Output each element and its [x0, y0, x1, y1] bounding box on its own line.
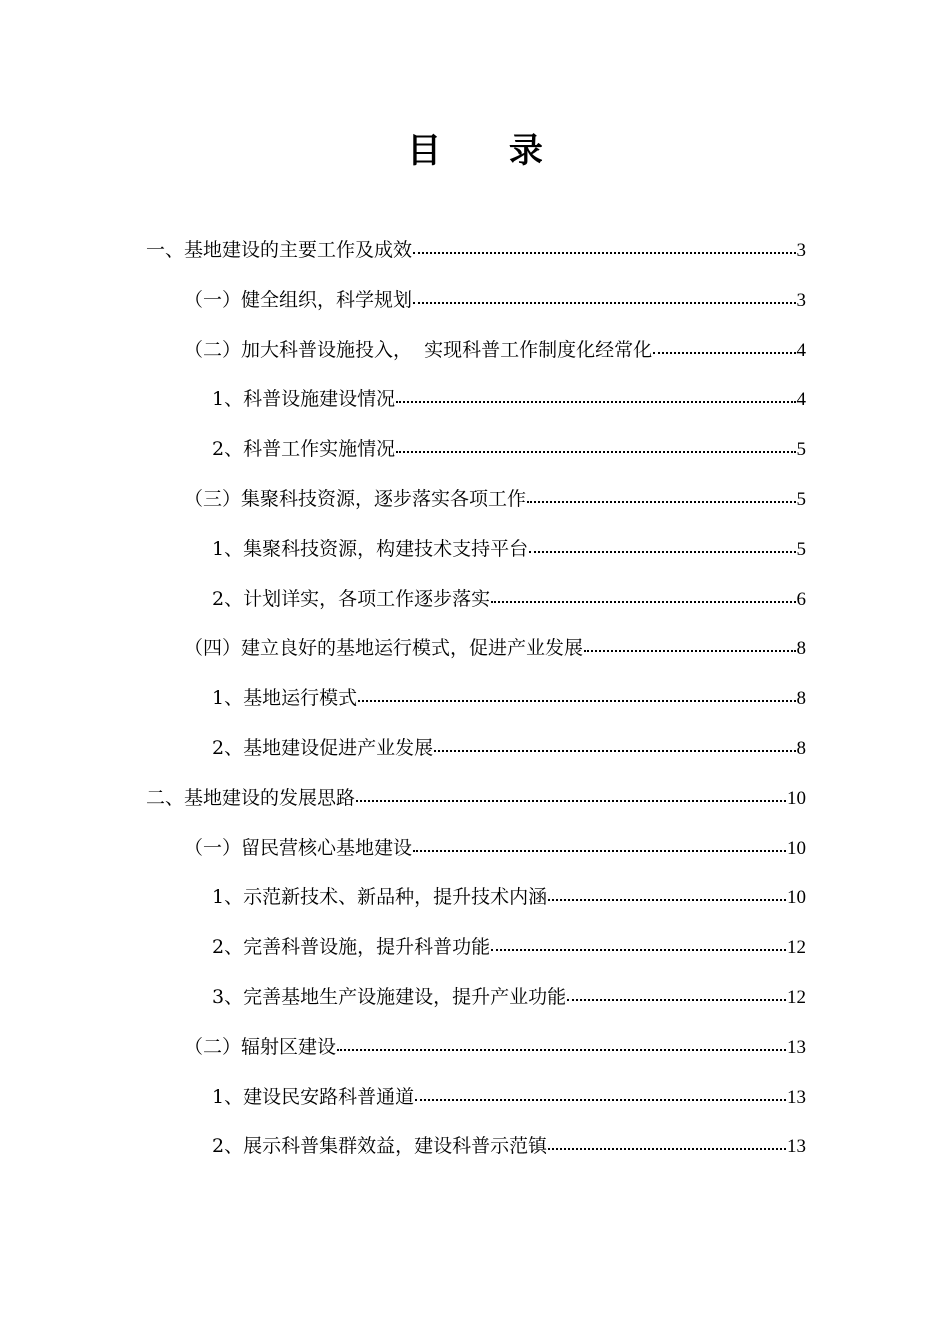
- toc-page-number: 5: [796, 439, 806, 461]
- toc-page-number: 8: [796, 638, 806, 660]
- toc-dot-leader: [527, 485, 795, 505]
- toc-page-number: 10: [787, 887, 806, 909]
- toc-entry-label: （二）加大科普设施投入， 实现科普工作制度化经常化: [184, 338, 653, 361]
- toc-entry[interactable]: [146, 923, 806, 973]
- toc-entry-label: 1、基地运行模式: [212, 687, 358, 710]
- toc-entry[interactable]: [146, 824, 806, 874]
- toc-dot-leader: [396, 385, 795, 405]
- toc-entry-label: 2、基地建设促进产业发展: [212, 736, 434, 759]
- toc-entry-label: （四）建立良好的基地运行模式，促进产业发展: [184, 637, 584, 660]
- toc-dot-leader: [491, 933, 786, 953]
- toc-dot-leader: [415, 1083, 786, 1103]
- toc-entry-label: （二）辐射区建设: [184, 1035, 337, 1058]
- toc-dot-leader: [358, 684, 795, 704]
- toc-entry[interactable]: [146, 724, 806, 774]
- toc-entry[interactable]: [146, 624, 806, 674]
- toc-entry-label: 1、示范新技术、新品种，提升技术内涵: [212, 886, 548, 909]
- toc-page-number: 12: [787, 986, 806, 1008]
- toc-page-number: 4: [796, 389, 806, 411]
- toc-page-number: 3: [796, 240, 806, 261]
- toc-entry-label: 2、科普工作实施情况: [212, 438, 396, 461]
- toc-entry[interactable]: [146, 326, 806, 376]
- toc-dot-leader: [413, 286, 795, 306]
- toc-dot-leader: [548, 1132, 786, 1152]
- toc-page-number: 5: [796, 488, 806, 510]
- toc-page-number: 6: [796, 588, 806, 610]
- toc-entry[interactable]: [146, 1073, 806, 1123]
- toc-dot-leader: [356, 784, 786, 804]
- toc-entry-label: 2、计划详实，各项工作逐步落实: [212, 587, 491, 610]
- toc-entry[interactable]: [146, 1122, 806, 1172]
- toc-page-number: 13: [787, 1086, 806, 1108]
- toc-entry-label: （一）留民营核心基地建设: [184, 836, 413, 859]
- table-of-contents: [146, 226, 806, 1172]
- toc-entry[interactable]: [146, 525, 806, 575]
- toc-entry-label: 1、建设民安路科普通道: [212, 1085, 415, 1108]
- toc-page-number: 8: [796, 737, 806, 759]
- toc-entry[interactable]: [146, 276, 806, 326]
- toc-entry[interactable]: [146, 774, 806, 824]
- toc-entry[interactable]: [146, 674, 806, 724]
- toc-page-number: 10: [787, 787, 806, 809]
- toc-dot-leader: [413, 236, 795, 256]
- toc-dot-leader: [567, 983, 786, 1003]
- toc-page-number: 3: [796, 289, 806, 311]
- toc-entry-label: 2、完善科普设施，提升科普功能: [212, 936, 491, 959]
- toc-entry-label: 二、基地建设的发展思路: [146, 786, 356, 809]
- toc-entry-label: 1、科普设施建设情况: [212, 388, 396, 411]
- toc-page-number: 4: [796, 339, 806, 361]
- toc-page-number: 8: [796, 688, 806, 710]
- toc-dot-leader: [413, 834, 786, 854]
- toc-entry[interactable]: [146, 873, 806, 923]
- toc-page-number: 13: [787, 1136, 806, 1158]
- toc-page-number: 12: [787, 937, 806, 959]
- toc-entry-label: 1、集聚科技资源，构建技术支持平台: [212, 537, 529, 560]
- page-title: 目 录: [407, 131, 571, 171]
- toc-entry-label: 一、基地建设的主要工作及成效: [146, 239, 413, 261]
- toc-page-number: 13: [787, 1036, 806, 1058]
- toc-dot-leader: [529, 535, 795, 555]
- toc-page-number: 10: [787, 837, 806, 859]
- toc-page-number: 5: [796, 538, 806, 560]
- toc-entry[interactable]: [146, 226, 806, 276]
- toc-entry[interactable]: [146, 575, 806, 625]
- toc-dot-leader: [491, 585, 795, 605]
- toc-entry[interactable]: [146, 475, 806, 525]
- toc-entry-label: （三）集聚科技资源，逐步落实各项工作: [184, 487, 527, 510]
- toc-dot-leader: [337, 1033, 786, 1053]
- toc-entry-label: 2、展示科普集群效益，建设科普示范镇: [212, 1135, 548, 1158]
- toc-dot-leader: [396, 435, 795, 455]
- toc-dot-leader: [653, 336, 795, 356]
- toc-dot-leader: [434, 734, 795, 754]
- toc-entry[interactable]: [146, 1023, 806, 1073]
- toc-entry-label: 3、完善基地生产设施建设，提升产业功能: [212, 985, 567, 1008]
- toc-dot-leader: [548, 883, 786, 903]
- toc-entry[interactable]: [146, 973, 806, 1023]
- toc-entry[interactable]: [146, 375, 806, 425]
- toc-dot-leader: [584, 634, 795, 654]
- toc-entry[interactable]: [146, 425, 806, 475]
- toc-entry-label: （一）健全组织，科学规划: [184, 288, 413, 311]
